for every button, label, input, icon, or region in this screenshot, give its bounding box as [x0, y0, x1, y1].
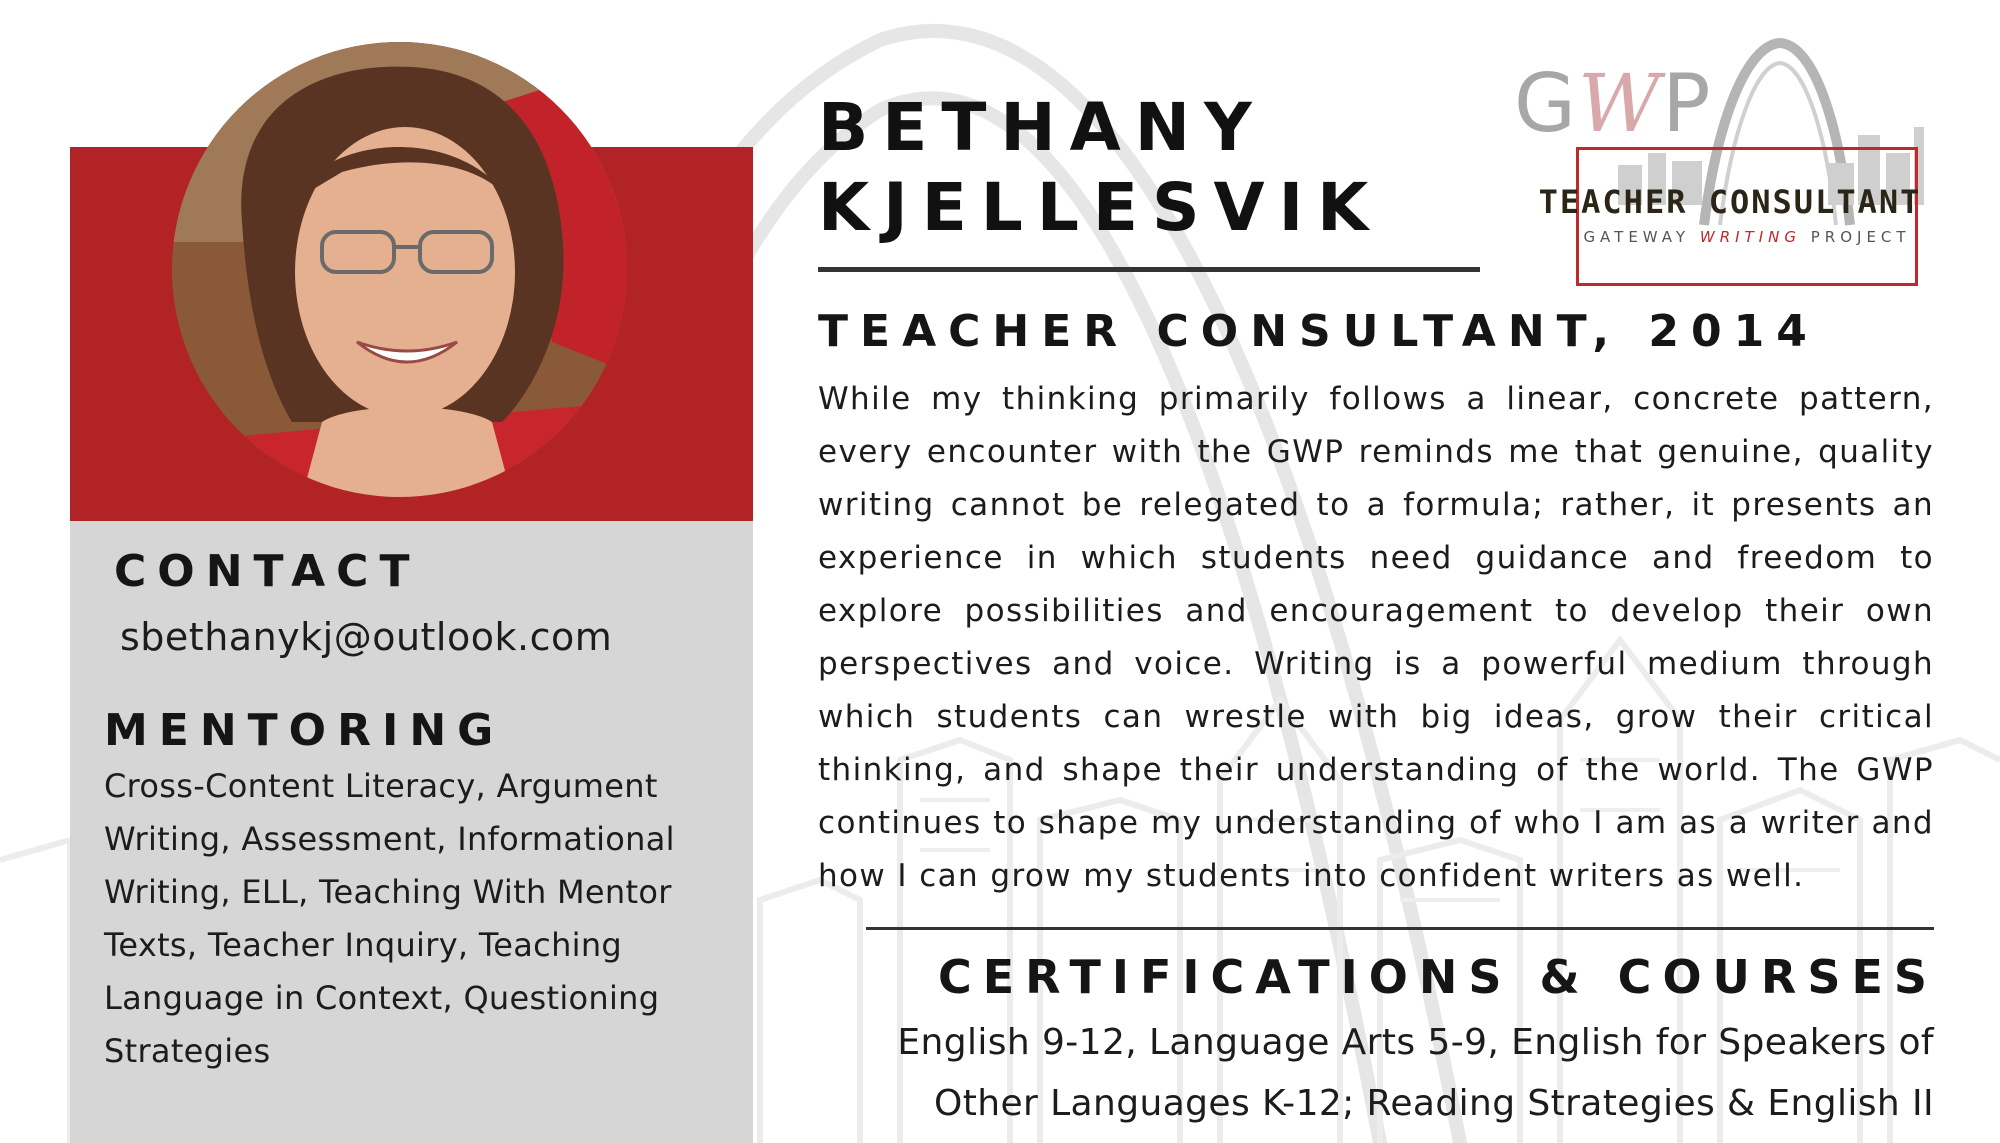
- last-name: KJELLESVIK: [818, 169, 1383, 246]
- mentoring-heading: MENTORING: [104, 705, 505, 756]
- contact-heading: CONTACT: [114, 546, 421, 597]
- certifications-list: English 9-12, Language Arts 5-9, English for Speakers of Other Languages K-12; Reading Strategies & English II: [897, 1022, 1934, 1124]
- role-title: TEACHER CONSULTANT, 2014: [818, 306, 1819, 357]
- certifications-divider: [866, 927, 1934, 930]
- logo-gateway-writing-project: GATEWAY WRITING PROJECT: [1583, 228, 1911, 246]
- name-divider: [818, 267, 1480, 272]
- certifications-heading: CERTIFICATIONS & COURSES: [937, 950, 1938, 1004]
- bio-paragraph: While my thinking primarily follows a linear, concrete pattern, every encounter with the GWP reminds me that genuine, quality writing cannot be relegated to a formula; rather, it presents an experience in which students need guidance and freedom to explore possibilities and encouragement to develop their own perspectives and voice. Writing is a powerful medium through which students can wrestle with big ideas, grow their critical thinking, and shape their understanding of the world. The GWP continues to shape my understanding of who I am as a writer and how I can grow my students into confident writers as well.: [818, 381, 1934, 894]
- profile-photo: [172, 42, 627, 497]
- gwp-logo: [1508, 35, 1938, 290]
- person-name: [818, 88, 1382, 248]
- first-name: BETHANY: [818, 89, 1266, 166]
- portrait-image: [172, 42, 627, 497]
- mentoring-list: Cross-Content Literacy, Argument Writing, Assessment, Informational Writing, ELL, Teaching With Mentor Texts, Teacher Inquiry, Teaching Language in Context, Questioning Strategies: [104, 767, 675, 1070]
- email-link[interactable]: sbethanykj@outlook.com: [120, 615, 613, 659]
- gwp-letters: GWP: [1514, 57, 1713, 150]
- logo-teacher-consultant: TEACHER CONSULTANT: [1538, 183, 1922, 221]
